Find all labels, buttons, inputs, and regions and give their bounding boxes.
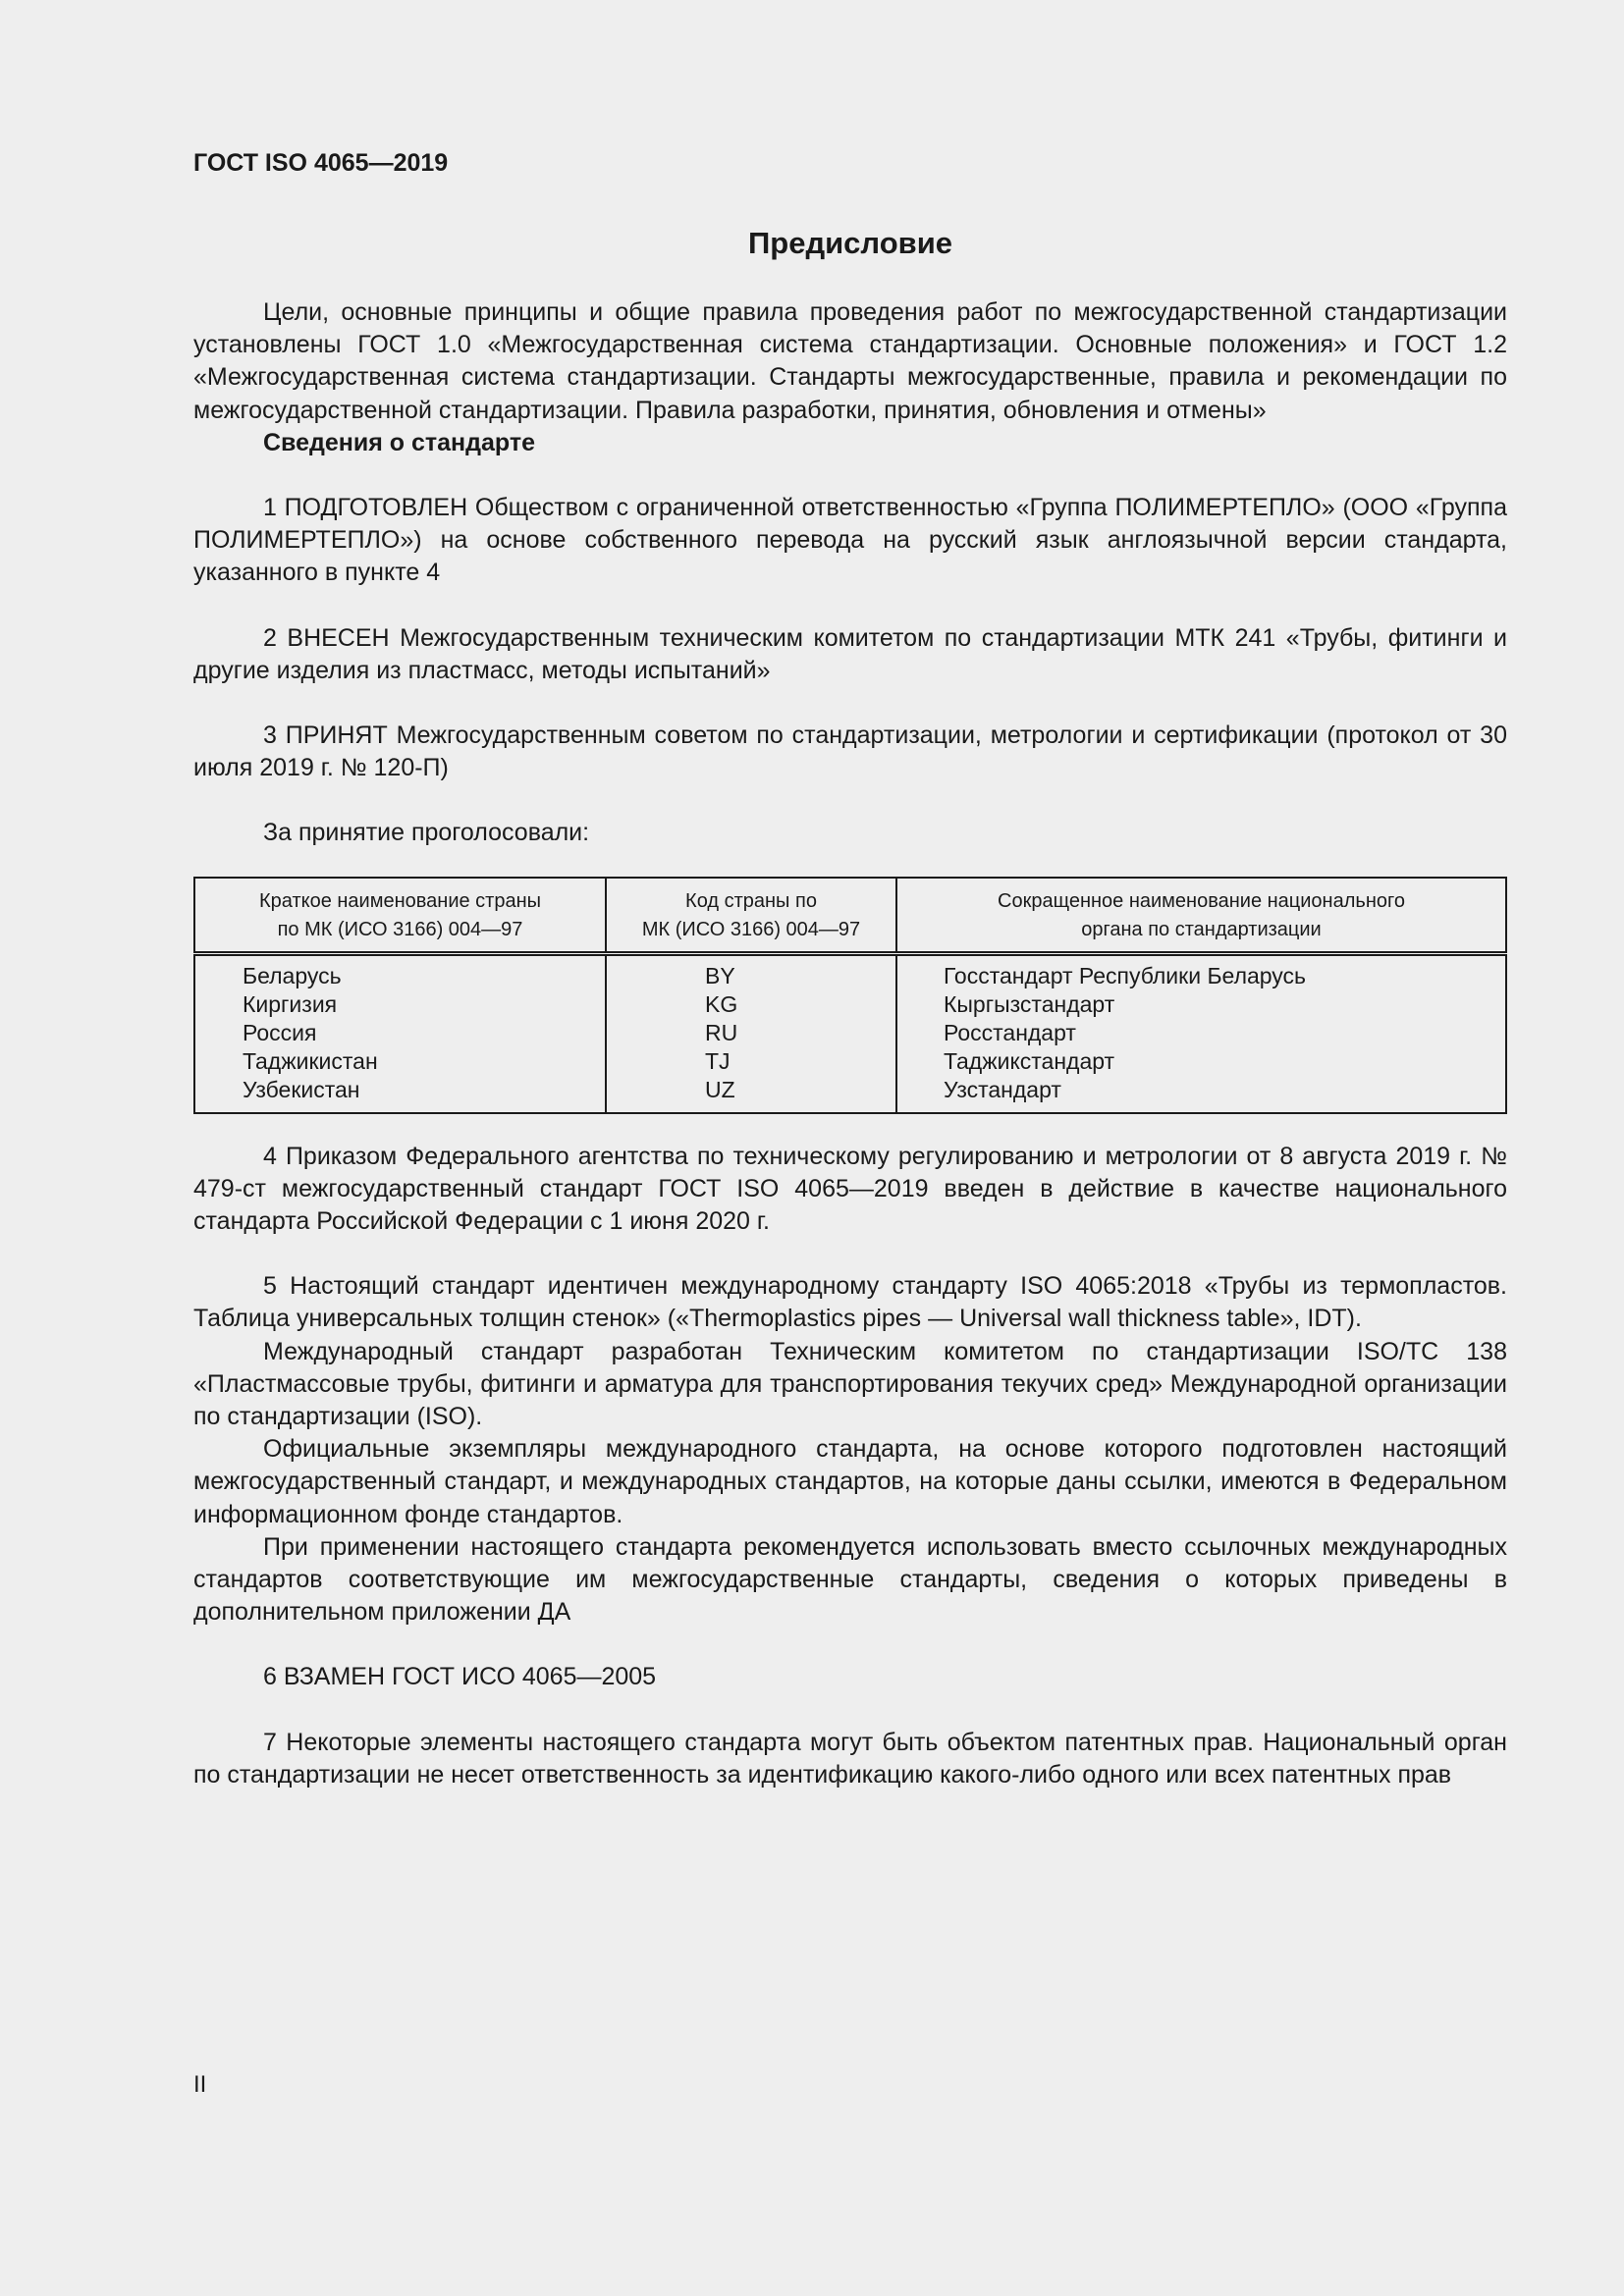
paragraph-5-official-copies: Официальные экземпляры международного стандарта, на основе которого подготовлен настоящий межгосударственный стандарт, и международных стандартов, на которые даны ссылки, имеются в Федеральном информационном фонде стандартов. xyxy=(193,1435,1507,1528)
column-header-organization xyxy=(896,878,1506,954)
paragraph-3: 3 ПРИНЯТ Межгосударственным советом по стандартизации, метрологии и сертификации (протокол от 30 июля 2019 г. № 120-П) xyxy=(193,721,1507,782)
country-code: RU xyxy=(705,1019,738,1045)
paragraph-4: 4 Приказом Федерального агентства по техническому регулированию и метрологии от 8 августа 2019 г. № 479-ст межгосударственный стандарт ГОСТ ISO 4065—2019 введен в действие в качестве национального стандарта Российской Федерации с 1 июня 2020 г. xyxy=(193,1142,1507,1236)
vote-intro: За принятие проголосовали: xyxy=(263,819,590,847)
organization-cell xyxy=(896,953,1506,1113)
page-title: Предисловие xyxy=(747,226,952,260)
organization-name: Кыргызстандарт xyxy=(944,990,1115,1017)
document-body xyxy=(193,296,1507,1791)
country-code: TJ xyxy=(705,1047,731,1074)
country-name: Россия xyxy=(243,1019,317,1045)
paragraph-5: 5 Настоящий стандарт идентичен международному стандарту ISO 4065:2018 «Трубы из термопластов. Таблица универсальных толщин стенок» («Thermoplastics pipes — Universal wall thickness table», IDT). xyxy=(193,1272,1507,1333)
paragraph-7: 7 Некоторые элементы настоящего стандарта могут быть объектом патентных прав. Национальный орган по стандартизации не несет ответственность за идентификацию какого-либо одного или всех патентных прав xyxy=(193,1728,1507,1789)
page-number: II xyxy=(193,2071,207,2098)
intro-paragraph: Цели, основные принципы и общие правила проведения работ по межгосударственной стандартизации установлены ГОСТ 1.0 «Межгосударственная система стандартизации. Основные положения» и ГОСТ 1.2 «Межгосударственная система стандартизации. Стандарты межгосударственные, правила и рекомендации по межгосударственной стандартизации. Правила разработки, принятия, обновления и отмены» xyxy=(193,298,1507,424)
organization-name: Росстандарт xyxy=(944,1019,1076,1045)
header-text: Краткое наименование страны xyxy=(258,889,542,912)
country-cell xyxy=(194,953,606,1113)
country-code: UZ xyxy=(705,1076,735,1102)
header-text: по МК (ИСО 3166) 004—97 xyxy=(277,918,523,940)
table-row xyxy=(194,953,1506,1113)
country-name: Беларусь xyxy=(243,962,342,988)
document-code: ГОСТ ISO 4065—2019 xyxy=(193,149,449,177)
header-text: Сокращенное наименование национального xyxy=(998,889,1405,912)
paragraph-2: 2 ВНЕСЕН Межгосударственным техническим комитетом по стандартизации МТК 241 «Трубы, фитинги и другие изделия из пластмасс, методы испытаний» xyxy=(193,623,1507,684)
country-name: Узбекистан xyxy=(243,1076,360,1102)
country-name: Таджикистан xyxy=(243,1047,378,1074)
column-header-code xyxy=(606,878,896,954)
country-code: KG xyxy=(705,990,738,1017)
country-code: BY xyxy=(705,962,735,988)
section-subheading: Сведения о стандарте xyxy=(263,428,536,456)
country-name: Киргизия xyxy=(243,990,338,1017)
voting-countries-table xyxy=(193,877,1507,1114)
column-header-country xyxy=(194,878,606,954)
paragraph-1: 1 ПОДГОТОВЛЕН Обществом с ограниченной ответственностью «Группа ПОЛИМЕРТЕПЛО» (ООО «Группа ПОЛИМЕРТЕПЛО») на основе собственного перевода на русский язык англоязычной версии стандарта, указанного в пункте 4 xyxy=(193,494,1507,587)
paragraph-5-application: При применении настоящего стандарта рекомендуется использовать вместо ссылочных международных стандартов соответствующие им межгосударственные стандарты, сведения о которых приведены в дополнительном приложении ДА xyxy=(193,1532,1507,1627)
table-header-row xyxy=(194,878,1506,954)
organization-name: Узстандарт xyxy=(944,1076,1061,1102)
header-text: МК (ИСО 3166) 004—97 xyxy=(641,918,861,940)
paragraph-6: 6 ВЗАМЕН ГОСТ ИСО 4065—2005 xyxy=(263,1663,657,1691)
header-text: Код страны по xyxy=(685,889,817,912)
organization-name: Госстандарт Республики Беларусь xyxy=(944,962,1307,988)
header-text: органа по стандартизации xyxy=(1081,918,1322,940)
code-cell xyxy=(606,953,896,1113)
paragraph-5-international: Международный стандарт разработан Техническим комитетом по стандартизации ISO/TC 138 «Пластмассовые трубы, фитинги и арматура для транспортирования текучих сред» Международной организации по стандартизации (ISO). xyxy=(193,1337,1507,1431)
organization-name: Таджикстандарт xyxy=(944,1047,1115,1074)
